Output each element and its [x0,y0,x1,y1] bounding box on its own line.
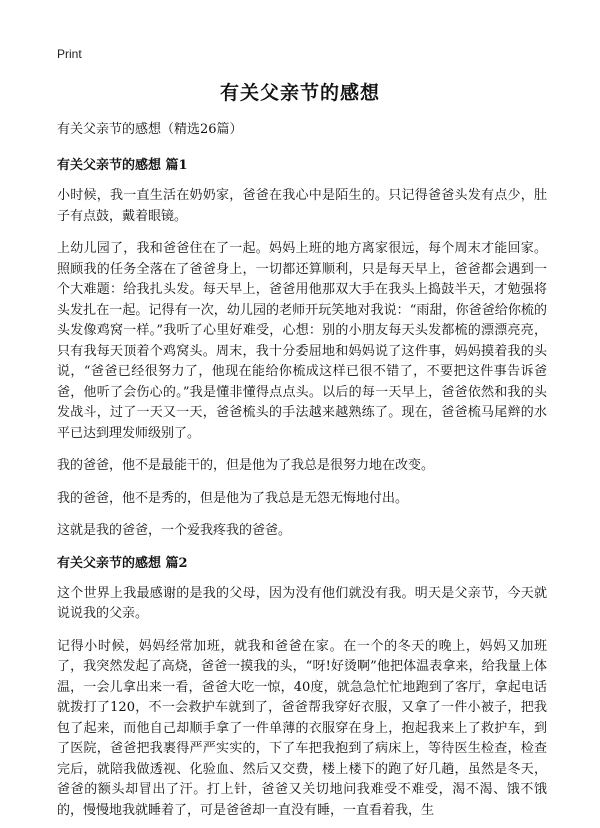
paragraph: 这个世界上我最感谢的是我的父母，因为没有他们就没有我。明天是父亲节，今天就说说我的父亲。 [57,585,547,621]
document-body [57,120,547,828]
paragraph: 我的爸爸，他不是最能干的，但是他为了我总是很努力地在改变。 [57,458,435,473]
section-heading: 有关父亲节的感想 篇1 [57,158,188,173]
section-1 [57,156,547,542]
print-link[interactable]: Print [57,47,82,61]
paragraph: 这就是我的爸爸，一个爱我疼我的爸爸。 [57,523,292,538]
document-subtitle: 有关父亲节的感想（精选26篇） [57,122,243,137]
paragraph: 记得小时候，妈妈经常加班，就我和爸爸在家。在一个的冬天的晚上，妈妈又加班了，我突然发起了高烧，爸爸一摸我的头，“呀!好烫啊”他把体温表拿来，给我量上体温，一会儿拿出来一看，爸爸大吃一惊，40度，就急急忙忙地跑到了客厅，拿起电话就拨打了120，不一会救护车就到了，爸爸帮我穿好衣服，又拿了一件小被子，把我包了起来，而他自己却顺手拿了一件单薄的衣服穿在身上，抱起我来上了救护车，到了医院，爸爸把我裹得严严实实的，下了车把我抱到了病床上，等待医生检查，检查完后，就陪我做透视、化验血、然后又交费，楼上楼下的跑了好几趟，虽然是冬天，爸爸的额头却冒出了汗。打上针，爸爸又关切地问我难受不难受，渴不渴、饿不饿的，慢慢地我就睡着了，可是爸爸却一直没有睡，一直看着我，生 [57,638,547,818]
section-2 [57,554,547,822]
paragraph: 小时候，我一直生活在奶奶家，爸爸在我心中是陌生的。只记得爸爸头发有点少，肚子有点鼓，戴着眼镜。 [57,188,547,224]
paragraph: 我的爸爸，他不是秀的，但是他为了我总是无怨无悔地付出。 [57,490,409,506]
section-heading: 有关父亲节的感想 篇2 [57,555,188,571]
paragraph: 上幼儿园了，我和爸爸住在了一起。妈妈上班的地方离家很远，每个周末才能回家。照顾我的任务全落在了爸爸身上，一切都还算顺利，只是每天早上，爸爸都会遇到一个大难题：给我扎头发。每天早上，爸爸用他那双大手在我头上捣鼓半天，才勉强将头发扎在一起。记得有一次，幼儿园的老师开玩笑地对我说：“雨甜，你爸爸给你梳的头发像鸡窝一样。”我听了心里好难受，心想：别的小朋友每天头发都梳的漂漂亮亮，只有我每天顶着个鸡窝头。周末，我十分委屈地和妈妈说了这件事，妈妈摸着我的头说，“爸爸已经很努力了，他现在能给你梳成这样已很不错了，不要把这件事告诉爸爸，他听了会伤心的。”我是懂非懂得点点头。以后的每一天早上，爸爸依然和我的头发战斗，过了一天又一天，爸爸梳头的手法越来越熟练了。现在，爸爸梳马尾辫的水平已达到理发师级别了。 [57,241,547,441]
document-title: 有关父亲节的感想 [219,82,380,104]
